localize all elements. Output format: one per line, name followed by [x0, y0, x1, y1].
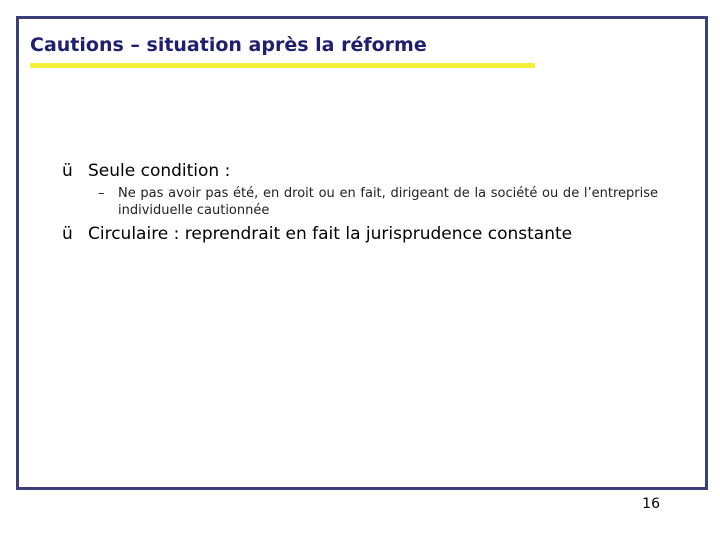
- bullet-text: Seule condition :: [88, 161, 231, 181]
- slide-frame: [16, 16, 708, 490]
- bullet-seule-condition: [62, 161, 230, 181]
- page-number: 16: [642, 496, 660, 512]
- checkmark-icon: ü: [62, 161, 73, 181]
- title-underline: [30, 63, 535, 68]
- sub-bullet-dirigeant: [98, 185, 658, 219]
- bullet-text: Circulaire : reprendrait en fait la jurisprudence constante: [88, 224, 573, 244]
- slide-title: Cautions – situation après la réforme: [30, 34, 427, 56]
- checkmark-icon: ü: [62, 224, 73, 244]
- bullet-circulaire: [62, 224, 572, 244]
- sub-bullet-text: Ne pas avoir pas été, en droit ou en fait, dirigeant de la société ou de l’entreprise individuelle cautionnée: [118, 186, 658, 218]
- dash-marker: –: [98, 186, 105, 201]
